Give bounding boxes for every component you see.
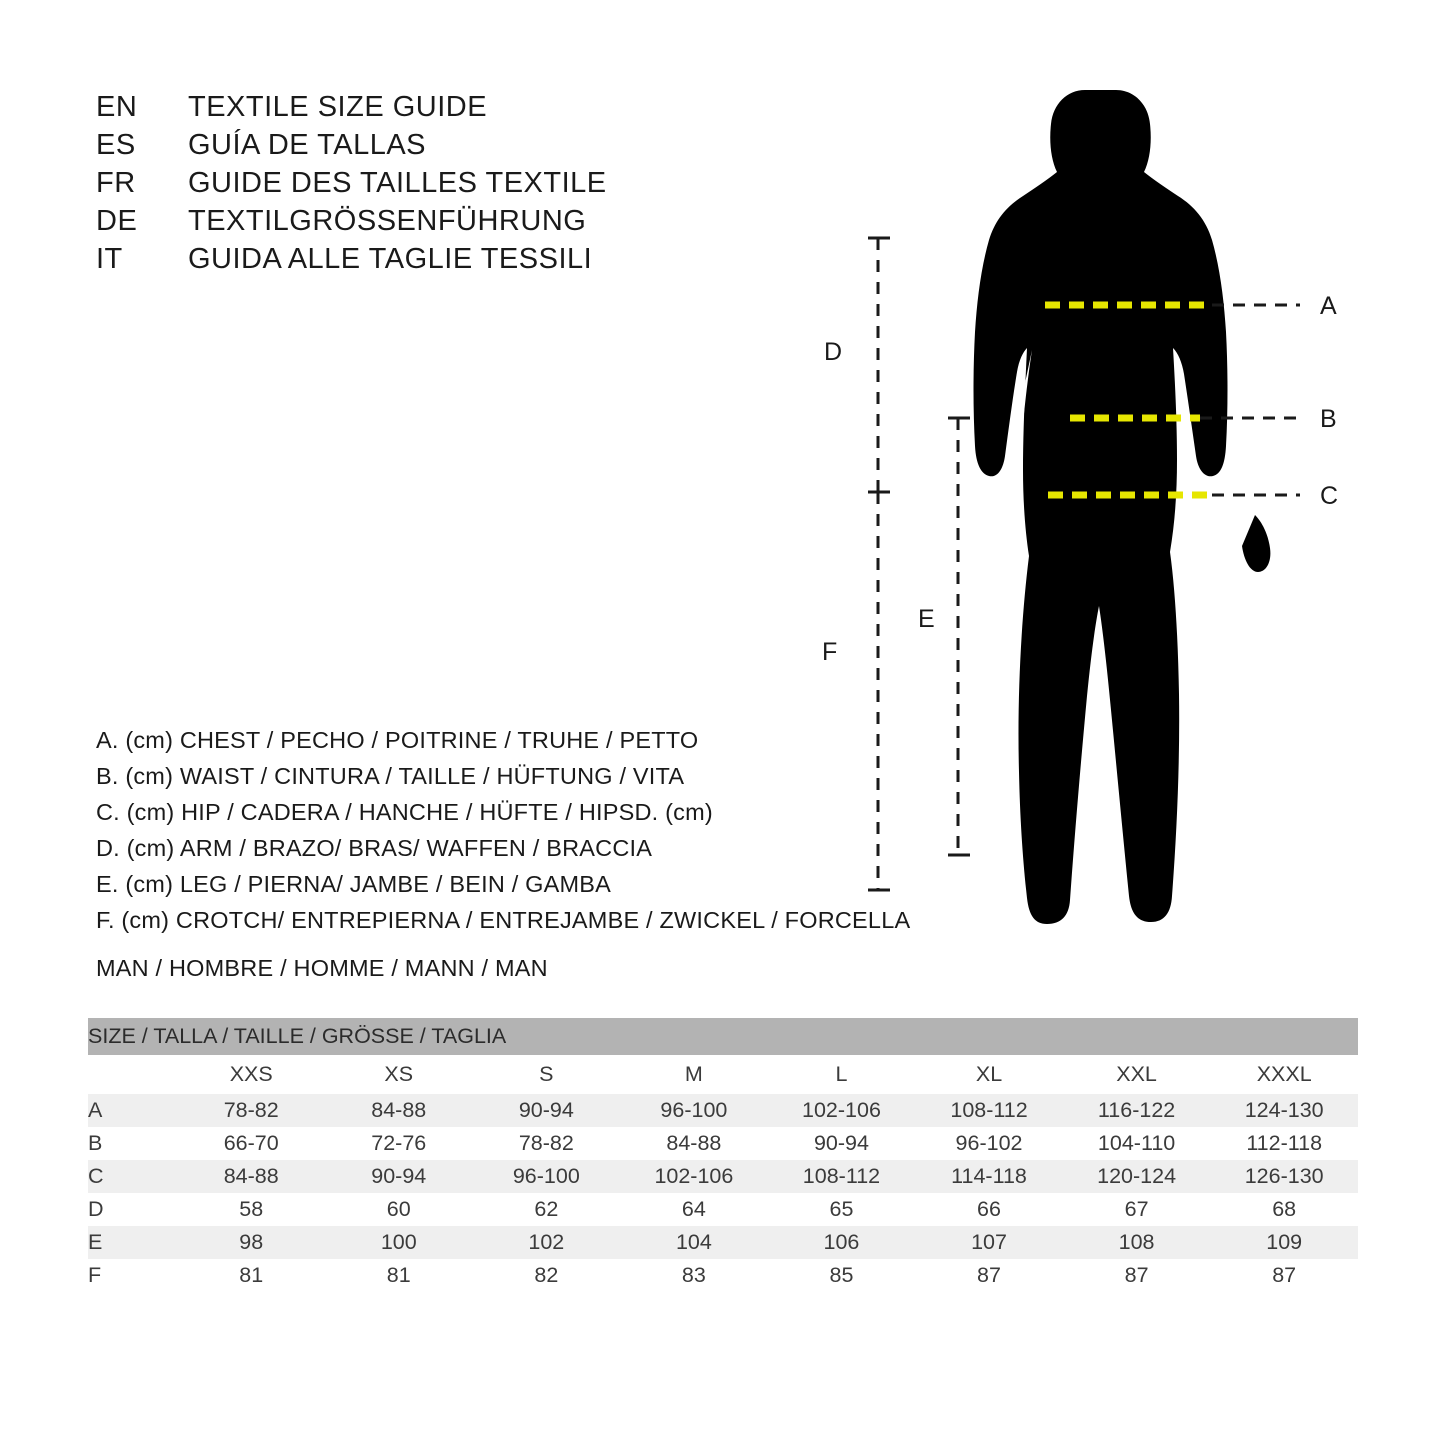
- marker-f-label: F: [822, 638, 838, 666]
- table-row: [88, 1094, 1358, 1127]
- cell-c-xxl: 120-124: [1063, 1160, 1211, 1193]
- male-silhouette-icon: [974, 90, 1271, 924]
- size-col-l: L: [768, 1055, 916, 1094]
- title-row: [96, 240, 716, 278]
- table-header-row: [88, 1018, 1358, 1055]
- table-row: [88, 1127, 1358, 1160]
- cell-a-s: 90-94: [473, 1094, 621, 1127]
- cell-b-xxxl: 112-118: [1210, 1127, 1358, 1160]
- title-lang-es: ES: [96, 129, 136, 161]
- title-text-en: TEXTILE SIZE GUIDE: [188, 91, 488, 123]
- size-table: [88, 1018, 1358, 1292]
- title-lang-de: DE: [96, 205, 138, 237]
- legend-item-c: C. (cm) HIP / CADERA / HANCHE / HÜFTE / HIPSD. (cm): [96, 799, 713, 825]
- size-col-xs: XS: [325, 1055, 473, 1094]
- cell-b-xxl: 104-110: [1063, 1127, 1211, 1160]
- title-row: [96, 88, 716, 126]
- legend-item-b: B. (cm) WAIST / CINTURA / TAILLE / HÜFTUNG / VITA: [96, 763, 685, 789]
- title-text-es: GUÍA DE TALLAS: [188, 129, 427, 161]
- table-row: [88, 1160, 1358, 1193]
- title-text-de: TEXTILGRÖSSENFÜHRUNG: [188, 205, 587, 237]
- cell-a-xxl: 116-122: [1063, 1094, 1211, 1127]
- title-lang-en: EN: [96, 91, 138, 123]
- title-lang-fr: FR: [96, 167, 136, 199]
- cell-c-xxs: 84-88: [177, 1160, 325, 1193]
- cell-e-m: 104: [620, 1226, 768, 1259]
- row-label-d: D: [88, 1193, 177, 1226]
- legend-item-e: E. (cm) LEG / PIERNA/ JAMBE / BEIN / GAMBA: [96, 871, 612, 897]
- table-size-row: [88, 1055, 1358, 1094]
- size-row-corner: [88, 1055, 177, 1094]
- cell-d-xxl: 67: [1063, 1193, 1211, 1226]
- cell-f-xs: 81: [325, 1259, 473, 1292]
- cell-a-xxs: 78-82: [177, 1094, 325, 1127]
- title-lang-it: IT: [96, 243, 123, 275]
- cell-a-xs: 84-88: [325, 1094, 473, 1127]
- title-text-it: GUIDA ALLE TAGLIE TESSILI: [188, 243, 593, 275]
- cell-c-xs: 90-94: [325, 1160, 473, 1193]
- cell-d-l: 65: [768, 1193, 916, 1226]
- size-col-xxxl: XXXL: [1210, 1055, 1358, 1094]
- marker-d-label: D: [824, 338, 843, 366]
- row-label-f: F: [88, 1259, 177, 1292]
- cell-c-l: 108-112: [768, 1160, 916, 1193]
- cell-d-m: 64: [620, 1193, 768, 1226]
- table-row: [88, 1226, 1358, 1259]
- cell-f-xxxl: 87: [1210, 1259, 1358, 1292]
- size-col-m: M: [620, 1055, 768, 1094]
- cell-e-xxl: 108: [1063, 1226, 1211, 1259]
- table-row: [88, 1193, 1358, 1226]
- size-col-s: S: [473, 1055, 621, 1094]
- cell-e-xxxl: 109: [1210, 1226, 1358, 1259]
- cell-c-xl: 114-118: [915, 1160, 1063, 1193]
- cell-b-xl: 96-102: [915, 1127, 1063, 1160]
- marker-a-label: A: [1320, 292, 1337, 320]
- size-col-xxl: XXL: [1063, 1055, 1211, 1094]
- cell-b-s: 78-82: [473, 1127, 621, 1160]
- measurement-figure: [800, 60, 1400, 960]
- cell-e-s: 102: [473, 1226, 621, 1259]
- cell-f-l: 85: [768, 1259, 916, 1292]
- table-row: [88, 1259, 1358, 1292]
- cell-b-xs: 72-76: [325, 1127, 473, 1160]
- cell-f-xl: 87: [915, 1259, 1063, 1292]
- cell-e-xl: 107: [915, 1226, 1063, 1259]
- legend-item-f: F. (cm) CROTCH/ ENTREPIERNA / ENTREJAMBE / ZWICKEL / FORCELLA: [96, 907, 911, 933]
- cell-e-xs: 100: [325, 1226, 473, 1259]
- title-row: [96, 126, 716, 164]
- cell-a-l: 102-106: [768, 1094, 916, 1127]
- silhouette-diagram: [800, 60, 1400, 960]
- cell-a-m: 96-100: [620, 1094, 768, 1127]
- cell-d-xl: 66: [915, 1193, 1063, 1226]
- cell-e-l: 106: [768, 1226, 916, 1259]
- gender-label: MAN / HOMBRE / HOMME / MANN / MAN: [96, 955, 548, 981]
- title-row: [96, 164, 716, 202]
- row-label-b: B: [88, 1127, 177, 1160]
- cell-b-xxs: 66-70: [177, 1127, 325, 1160]
- table-header-label: SIZE / TALLA / TAILLE / GRÖSSE / TAGLIA: [88, 1018, 1358, 1055]
- cell-c-m: 102-106: [620, 1160, 768, 1193]
- size-col-xxs: XXS: [177, 1055, 325, 1094]
- legend-block: [96, 722, 911, 938]
- row-label-a: A: [88, 1094, 177, 1127]
- row-label-e: E: [88, 1226, 177, 1259]
- cell-c-s: 96-100: [473, 1160, 621, 1193]
- size-col-xl: XL: [915, 1055, 1063, 1094]
- row-label-c: C: [88, 1160, 177, 1193]
- cell-a-xxxl: 124-130: [1210, 1094, 1358, 1127]
- cell-f-m: 83: [620, 1259, 768, 1292]
- cell-d-xxs: 58: [177, 1193, 325, 1226]
- cell-d-xxxl: 68: [1210, 1193, 1358, 1226]
- cell-b-m: 84-88: [620, 1127, 768, 1160]
- marker-c-label: C: [1320, 482, 1339, 510]
- marker-b-label: B: [1320, 405, 1337, 433]
- cell-f-xxl: 87: [1063, 1259, 1211, 1292]
- marker-e-label: E: [918, 605, 935, 633]
- cell-d-xs: 60: [325, 1193, 473, 1226]
- legend-item-d: D. (cm) ARM / BRAZO/ BRAS/ WAFFEN / BRACCIA: [96, 835, 653, 861]
- cell-b-l: 90-94: [768, 1127, 916, 1160]
- cell-d-s: 62: [473, 1193, 621, 1226]
- title-row: [96, 202, 716, 240]
- title-block: [96, 88, 716, 278]
- cell-f-xxs: 81: [177, 1259, 325, 1292]
- title-text-fr: GUIDE DES TAILLES TEXTILE: [188, 167, 607, 199]
- cell-f-s: 82: [473, 1259, 621, 1292]
- legend-item-a: A. (cm) CHEST / PECHO / POITRINE / TRUHE / PETTO: [96, 727, 699, 753]
- cell-e-xxs: 98: [177, 1226, 325, 1259]
- cell-c-xxxl: 126-130: [1210, 1160, 1358, 1193]
- cell-a-xl: 108-112: [915, 1094, 1063, 1127]
